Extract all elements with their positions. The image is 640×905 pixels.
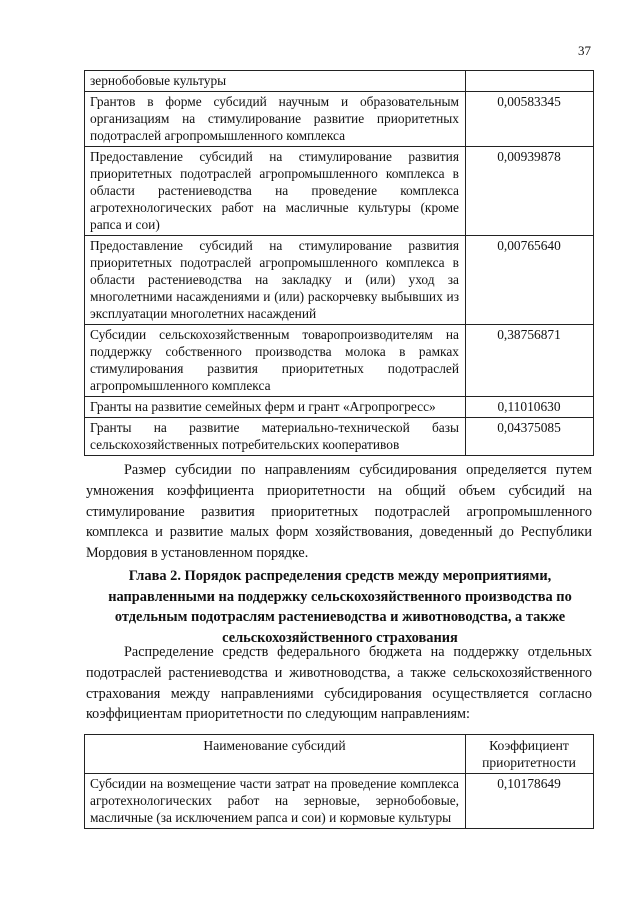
table-header-row (85, 735, 594, 774)
subsidy-name-cell: Субсидии сельскохозяйственным товаропроизводителям на поддержку собственного производства молока в рамках стимулирования развития приоритетных подотраслей агропромышленного комплекса (85, 325, 466, 397)
coefficient-cell: 0,00939878 (466, 147, 594, 236)
table-row (85, 236, 594, 325)
distribution-paragraph (86, 642, 592, 725)
paragraph-text: Распределение средств федерального бюджета на поддержку отдельных подотраслей растениеводства и животноводства, а также сельскохозяйственного страхования между направлениями субсидирования осуществляется согласно коэффициентам приоритетности по следующим направлениям: (86, 644, 592, 723)
coefficient-cell: 0,10178649 (466, 774, 594, 829)
page-number: 37 (578, 43, 591, 58)
subsidy-name-cell: Гранты на развитие семейных ферм и грант «Агропрогресс» (85, 397, 466, 418)
subsidy-name-cell: Грантов в форме субсидий научным и образовательным организациям на стимулирование развитие приоритетных подотраслей агропромышленного комплекса (85, 92, 466, 147)
table-row (85, 418, 594, 456)
table-row (85, 774, 594, 829)
subsidy-name-cell: зернобобовые культуры (85, 71, 466, 92)
column-header-name: Наименование субсидий (85, 735, 466, 774)
subsidy-coefficient-table (84, 734, 594, 829)
paragraph-text: Размер субсидии по направлениям субсидирования определяется путем умножения коэффициента приоритетности на общий объем субсидий на стимулирование развития приоритетных подотраслей агропромышленного комплекса и развитие малых форм хозяйствования, доведенный до Республики Мордовия в установленном порядке. (86, 462, 592, 562)
coefficient-cell: 0,00583345 (466, 92, 594, 147)
table-row (85, 147, 594, 236)
table-row (85, 325, 594, 397)
subsidy-name-cell: Предоставление субсидий на стимулирование развития приоритетных подотраслей агропромышленного комплекса в области растениеводства на проведение комплекса агротехнологических работ на масличные культуры (кроме рапса и сои) (85, 147, 466, 236)
coefficient-cell (466, 71, 594, 92)
chapter-title: Глава 2. Порядок распределения средств между мероприятиями, направленными на поддержку сельскохозяйственного производства по отдельным подотраслям растениеводства и животноводства, а также сельскохозяйственного страхования (108, 568, 572, 646)
column-header-coefficient: Коэффициент приоритетности (466, 735, 594, 774)
coefficient-cell: 0,11010630 (466, 397, 594, 418)
subsidy-name-cell: Гранты на развитие материально-технической базы сельскохозяйственных потребительских кооперативов (85, 418, 466, 456)
coefficient-cell: 0,04375085 (466, 418, 594, 456)
subsidy-name-cell: Субсидии на возмещение части затрат на проведение комплекса агротехнологических работ на зерновые, зернобобовые, масличные (за исключением рапса и сои) и кормовые культуры (85, 774, 466, 829)
coefficient-cell: 0,00765640 (466, 236, 594, 325)
table-row (85, 71, 594, 92)
subsidy-name-cell: Предоставление субсидий на стимулирование развития приоритетных подотраслей агропромышленного комплекса в области растениеводства на закладку и (или) уход за многолетними насаждениями и (или) раскорчевку выбывших из эксплуатации многолетних насаждений (85, 236, 466, 325)
subsidy-size-paragraph (86, 460, 592, 564)
table-row (85, 397, 594, 418)
table-row (85, 92, 594, 147)
coefficient-cell: 0,38756871 (466, 325, 594, 397)
subsidy-coefficient-table-continued (84, 70, 594, 456)
